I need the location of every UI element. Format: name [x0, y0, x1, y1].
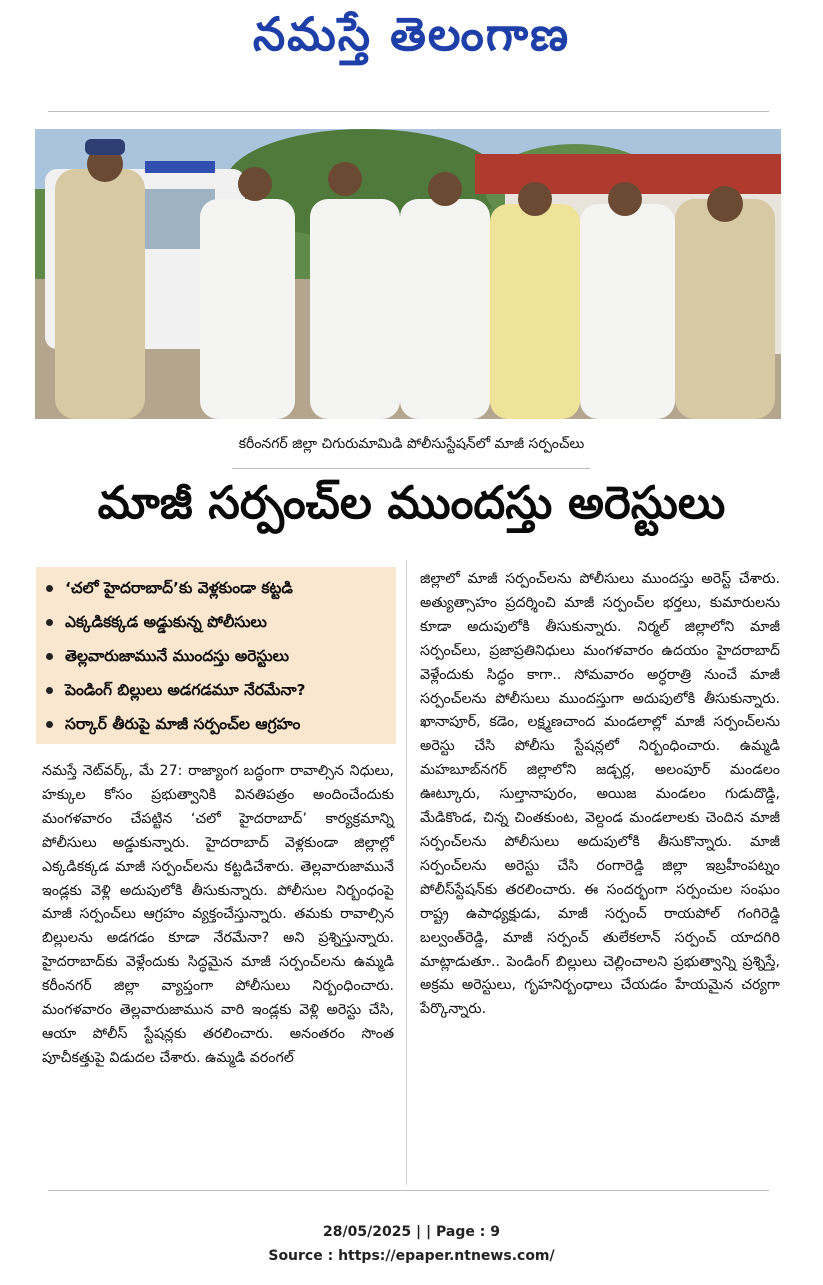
footer-rule: [48, 1190, 769, 1191]
masthead-rule: [48, 111, 769, 112]
article-right-column: [420, 568, 780, 1022]
caption-rule: [232, 468, 590, 469]
column-divider: [406, 560, 407, 1185]
bullet-icon: [46, 585, 53, 592]
article-paragraph: జిల్లాలో మాజీ సర్పంచ్‌లను పోలీసులు ముందస్తు అరెస్ట్ చేశారు. అత్యుత్సాహం ప్రదర్శించి మాజీ సర్పంచ్‌ల భర్తలు, కుమారులను కూడా అదుపులోకి తీసుకున్నారు. నిర్మల్ జిల్లాలోని మాజీ సర్పంచ్‌లు, ప్రజాప్రతినిధులు మంగళవారం ఉదయం హైదరాబాద్ వెళ్లేందుకు సిద్ధం కాగా.. సోమవారం అర్ధరాత్రి నుంచే మాజీ సర్పంచ్‌లను పోలీసులు ముందస్తుగా అదుపులోకి తీసుకున్నారు. ఖానాపూర్, కడెం, లక్ష్మణచాంద మండలాల్లో మాజీ సర్పంచ్‌లను అరెస్టు చేసి పోలీసు స్టేషన్లలో నిర్బంధించారు. ఉమ్మడి మహబూబ్‌నగర్ జిల్లాలోని జడ్చర్ల, అలంపూర్ మండలం ఊట్కూరు, సుల్తానాపురం, అయిజ మండలం గుడుదొడ్డి, మేడికొండ, చిన్న చింతకుంట, వెల్దండ మండలాలకు చెందిన మాజీ సర్పంచ్‌లను పోలీసులు అదుపులోకి తీసుకొన్నారు. మాజీ సర్పంచ్‌లను అరెస్టు చేసి రంగారెడ్డి జిల్లా ఇబ్రహీంపట్నం పోలీస్‌స్టేషన్‌కు తరలించారు. ఈ సందర్భంగా సర్పంచుల సంఘం రాష్ట్ర ఉపాధ్యక్షుడు, మాజీ సర్పంచ్ రాయపోల్ గంగిరెడ్డి బల్వంత్‌రెడ్డి, మాజీ సర్పంచ్ తులేకలాన్ సర్పంచ్ యాదగిరి మాట్లాడుతూ.. పెండింగ్ బిల్లులు చెల్లించాలని ప్రభుత్వాన్ని ప్రశ్నిస్తే, అక్రమ అరెస్టులు, గృహనిర్బంధాలు చేయడం హేయమైన చర్యగా పేర్కొన్నారు.: [420, 571, 780, 1018]
article-left-column: [42, 760, 394, 1071]
headline: మాజీ సర్పంచ్‌ల ముందస్తు అరెస్టులు: [97, 476, 726, 529]
highlight-item: ‘చలో హైదరాబాద్’కు వెళ్లకుండా కట్టడి: [46, 571, 386, 605]
highlight-item: తెల్లవారుజామునే ముందస్తు అరెస్టులు: [46, 639, 386, 673]
page-footer: [0, 1220, 823, 1268]
bullet-icon: [46, 687, 53, 694]
highlight-item: ఎక్కడికక్కడ అడ్డుకున్న పోలీసులు: [46, 605, 386, 639]
highlights-box: [36, 567, 396, 744]
newspaper-title: నమస్తే తెలంగాణ: [252, 7, 571, 61]
highlight-item: పెండింగ్ బిల్లులు అడగడమూ నేరమేనా?: [46, 673, 386, 707]
date-page-info: 28/05/2025 | | Page : 9: [323, 1224, 500, 1240]
photo-caption: కరీంనగర్ జిల్లా చిగురుమామిడి పోలీసుస్టేషన్‌లో మాజీ సర్పంచ్‌లు: [238, 436, 585, 452]
masthead: [0, 0, 823, 80]
bullet-icon: [46, 619, 53, 626]
article-paragraph: నమస్తే నెట్‌వర్క్, మే 27: రాజ్యాంగ బద్ధంగా రావాల్సిన నిధులు, హక్కుల కోసం ప్రభుత్వానికి వినతిపత్రం అందించేందుకు మంగళవారం చేపట్టిన ‘చలో హైదరాబాద్’ కార్యక్రమాన్ని పోలీసులు అడ్డుకున్నారు. హైదరాబాద్ వెళ్లకుండా జిల్లాల్లో ఎక్కడికక్కడ మాజీ సర్పంచ్‌లను కట్టడిచేశారు. తెల్లవారుజామునే ఇండ్లకు వెళ్లి అదుపులోకి తీసుకున్నారు. పోలీసుల నిర్బంధంపై మాజీ సర్పంచ్‌లు ఆగ్రహం వ్యక్తంచేస్తున్నారు. తమకు రావాల్సిన బిల్లులను అడగడం కూడా నేరమేనా? అని ప్రశ్నిస్తున్నారు. హైదరాబాద్‌కు వెళ్లేందుకు సిద్ధమైన మాజీ సర్పంచ్‌లను ఉమ్మడి కరీంనగర్ జిల్లా వ్యాప్తంగా పోలీసులు నిర్బంధించారు. మంగళవారం తెల్లవారుజామున వారి ఇండ్లకు వెళ్లి అరెస్టు చేసి, ఆయా పోలీస్ స్టేషన్లకు తరలించారు. అనంతరం సొంత పూచీకత్తుపై విడుదల చేశారు. ఉమ్మడి వరంగల్: [42, 763, 394, 1066]
news-photo: [35, 129, 781, 419]
source-link[interactable]: Source : https://epaper.ntnews.com/: [268, 1248, 555, 1264]
bullet-icon: [46, 721, 53, 728]
bullet-icon: [46, 653, 53, 660]
highlight-item: సర్కార్ తీరుపై మాజీ సర్పంచ్‌ల ఆగ్రహం: [46, 707, 386, 741]
